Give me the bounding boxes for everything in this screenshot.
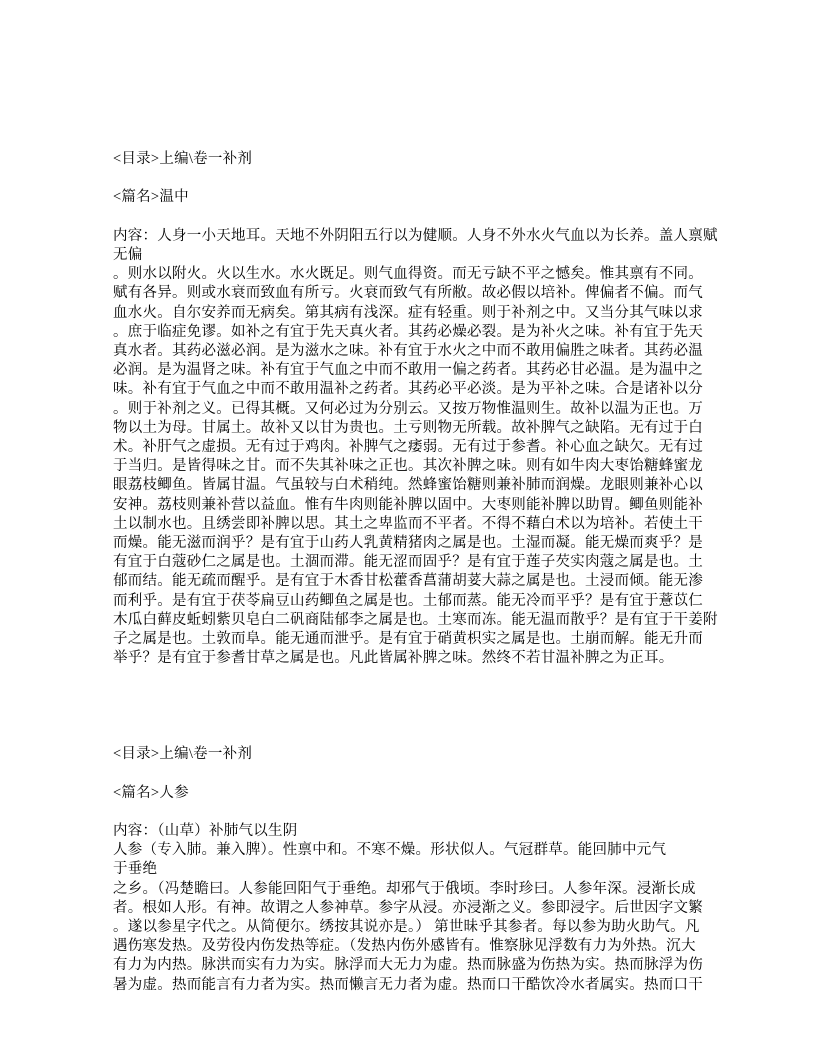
text-line: 者。根如人形。有神。故谓之人参神草。参字从浸。亦浸渐之义。参即浸字。后世因字文繁 <box>113 899 703 916</box>
text-line: 。则于补剂之义。已得其概。又何必过为分别云。又按万物惟温则生。故补以温为正也。万 <box>113 400 703 417</box>
text-line: 眼荔枝鲫鱼。皆属甘温。气虽较与白术稍纯。然蜂蜜饴糖则兼补肺而润燥。龙眼则兼补心以 <box>113 477 703 494</box>
text-line: 味。补有宜于气血之中而不敢用温补之药者。其药必平必淡。是为平补之味。合是诸补以分 <box>113 381 703 398</box>
text-line: 术。补肝气之虚损。无有过于鸡肉。补脾气之痿弱。无有过于参耆。补心血之缺欠。无有过 <box>113 439 703 456</box>
chapter-title: <篇名>温中 <box>113 189 189 206</box>
text-line: 。庶于临症免谬。如补之有宜于先天真火者。其药必燥必裂。是为补火之味。补有宜于先天 <box>113 323 703 340</box>
text-line: 赋有各异。则或水衰而致血有所亏。火衰而致气有所敝。故必假以培补。俾偏者不偏。而气 <box>113 285 703 302</box>
text-line: 内容：人身一小天地耳。天地不外阴阳五行以为健顺。人身不外水火气血以为长养。盖人禀赋 <box>113 227 718 244</box>
toc-heading: <目录>上编\卷一补剂 <box>113 746 253 763</box>
text-line: 于垂绝 <box>113 861 158 878</box>
text-line: 血水火。自尔安养而无病矣。第其病有浅深。症有轻重。则于补剂之中。又当分其气味以求 <box>113 304 703 321</box>
text-line: 有力为内热。脉洪而实有力为实。脉浮而大无力为虚。热而脉盛为伤热为实。热而脉浮为伤 <box>113 957 703 974</box>
chapter-title: <篇名>人参 <box>113 784 189 801</box>
text-line: 物以土为母。甘属土。故补又以甘为贵也。土亏则物无所载。故补脾气之缺陷。无有过于白 <box>113 419 703 436</box>
text-line: 木瓜白藓皮蚯蚓紫贝皂白二矾商陆郁李之属是也。土寒而冻。能无温而散乎？是有宜于干姜附 <box>113 611 718 628</box>
text-line: 人参（专入肺。兼入脾）。性禀中和。不寒不燥。形状似人。气冠群草。能回肺中元气 <box>113 842 667 859</box>
text-line: 子之属是也。土敦而阜。能无通而泄乎。是有宜于硝黄枳实之属是也。土崩而解。能无升而 <box>113 631 703 648</box>
section-wenzhong <box>113 150 718 668</box>
text-line: 于当归。是皆得味之甘。而不失其补味之正也。其次补脾之味。则有如牛肉大枣饴糖蜂蜜龙 <box>113 458 703 475</box>
text-line: 之乡。（冯楚瞻曰。人参能回阳气于垂绝。却邪气于俄顷。李时珍曰。人参年深。浸渐长成 <box>113 880 696 897</box>
text-line: 而利乎。是有宜于茯苓扁豆山药鲫鱼之属是也。土郁而蒸。能无冷而平乎？是有宜于薏苡仁 <box>113 592 703 609</box>
text-line: 暑为虚。热而能言有力者为实。热而懒言无力者为虚。热而口干酷饮冷水者属实。热而口干 <box>113 976 703 993</box>
section-content <box>113 822 713 995</box>
section-renshen <box>113 745 713 995</box>
text-line: 必润。是为温肾之味。补有宜于气血之中而不敢用一偏之药者。其药必甘必温。是为温中之 <box>113 362 703 379</box>
text-line: 无偏 <box>113 246 143 263</box>
text-line: 遇伤寒发热。及劳役内伤发热等症。（发热内伤外感皆有。惟察脉见浮数有力为外热。沉大 <box>113 938 696 955</box>
text-line: 有宜于白蔻砂仁之属是也。土涸而滞。能无涩而固乎？是有宜于莲子芡实肉蔻之属是也。土 <box>113 554 703 571</box>
section-content <box>113 227 718 669</box>
text-line: 。则水以附火。火以生水。水火既足。则气血得资。而无亏缺不平之憾矣。惟其禀有不同。 <box>113 266 703 283</box>
text-line: 举乎？是有宜于参耆甘草之属是也。凡此皆属补脾之味。然终不若甘温补脾之为正耳。 <box>113 650 674 667</box>
text-line: 土以制水也。且绣尝即补脾以思。其土之卑监而不平者。不得不藉白术以为培补。若使土干 <box>113 515 703 532</box>
toc-heading: <目录>上编\卷一补剂 <box>113 151 253 167</box>
text-line: 。遂以参星字代之。从简便尔。绣按其说亦是。） 第世昧乎其参者。每以参为助火助气。凡 <box>113 919 700 936</box>
text-document <box>113 150 718 995</box>
text-line: 真水者。其药必滋必润。是为滋水之味。补有宜于水火之中而不敢用偏胜之味者。其药必温 <box>113 343 703 359</box>
text-line: 内容：（山草）补肺气以生阴 <box>113 823 298 840</box>
text-line: 郁而结。能无疏而醒乎。是有宜于木香甘松藿香菖蒲胡荽大蒜之属是也。土浸而倾。能无渗 <box>113 573 703 590</box>
text-line: 安神。荔枝则兼补营以益血。惟有牛肉则能补脾以固中。大枣则能补脾以助胃。鲫鱼则能补 <box>113 496 703 513</box>
text-line: 而燥。能无滋而润乎？是有宜于山药人乳黄精猪肉之属是也。土湿而凝。能无燥而爽乎？是 <box>113 535 703 552</box>
